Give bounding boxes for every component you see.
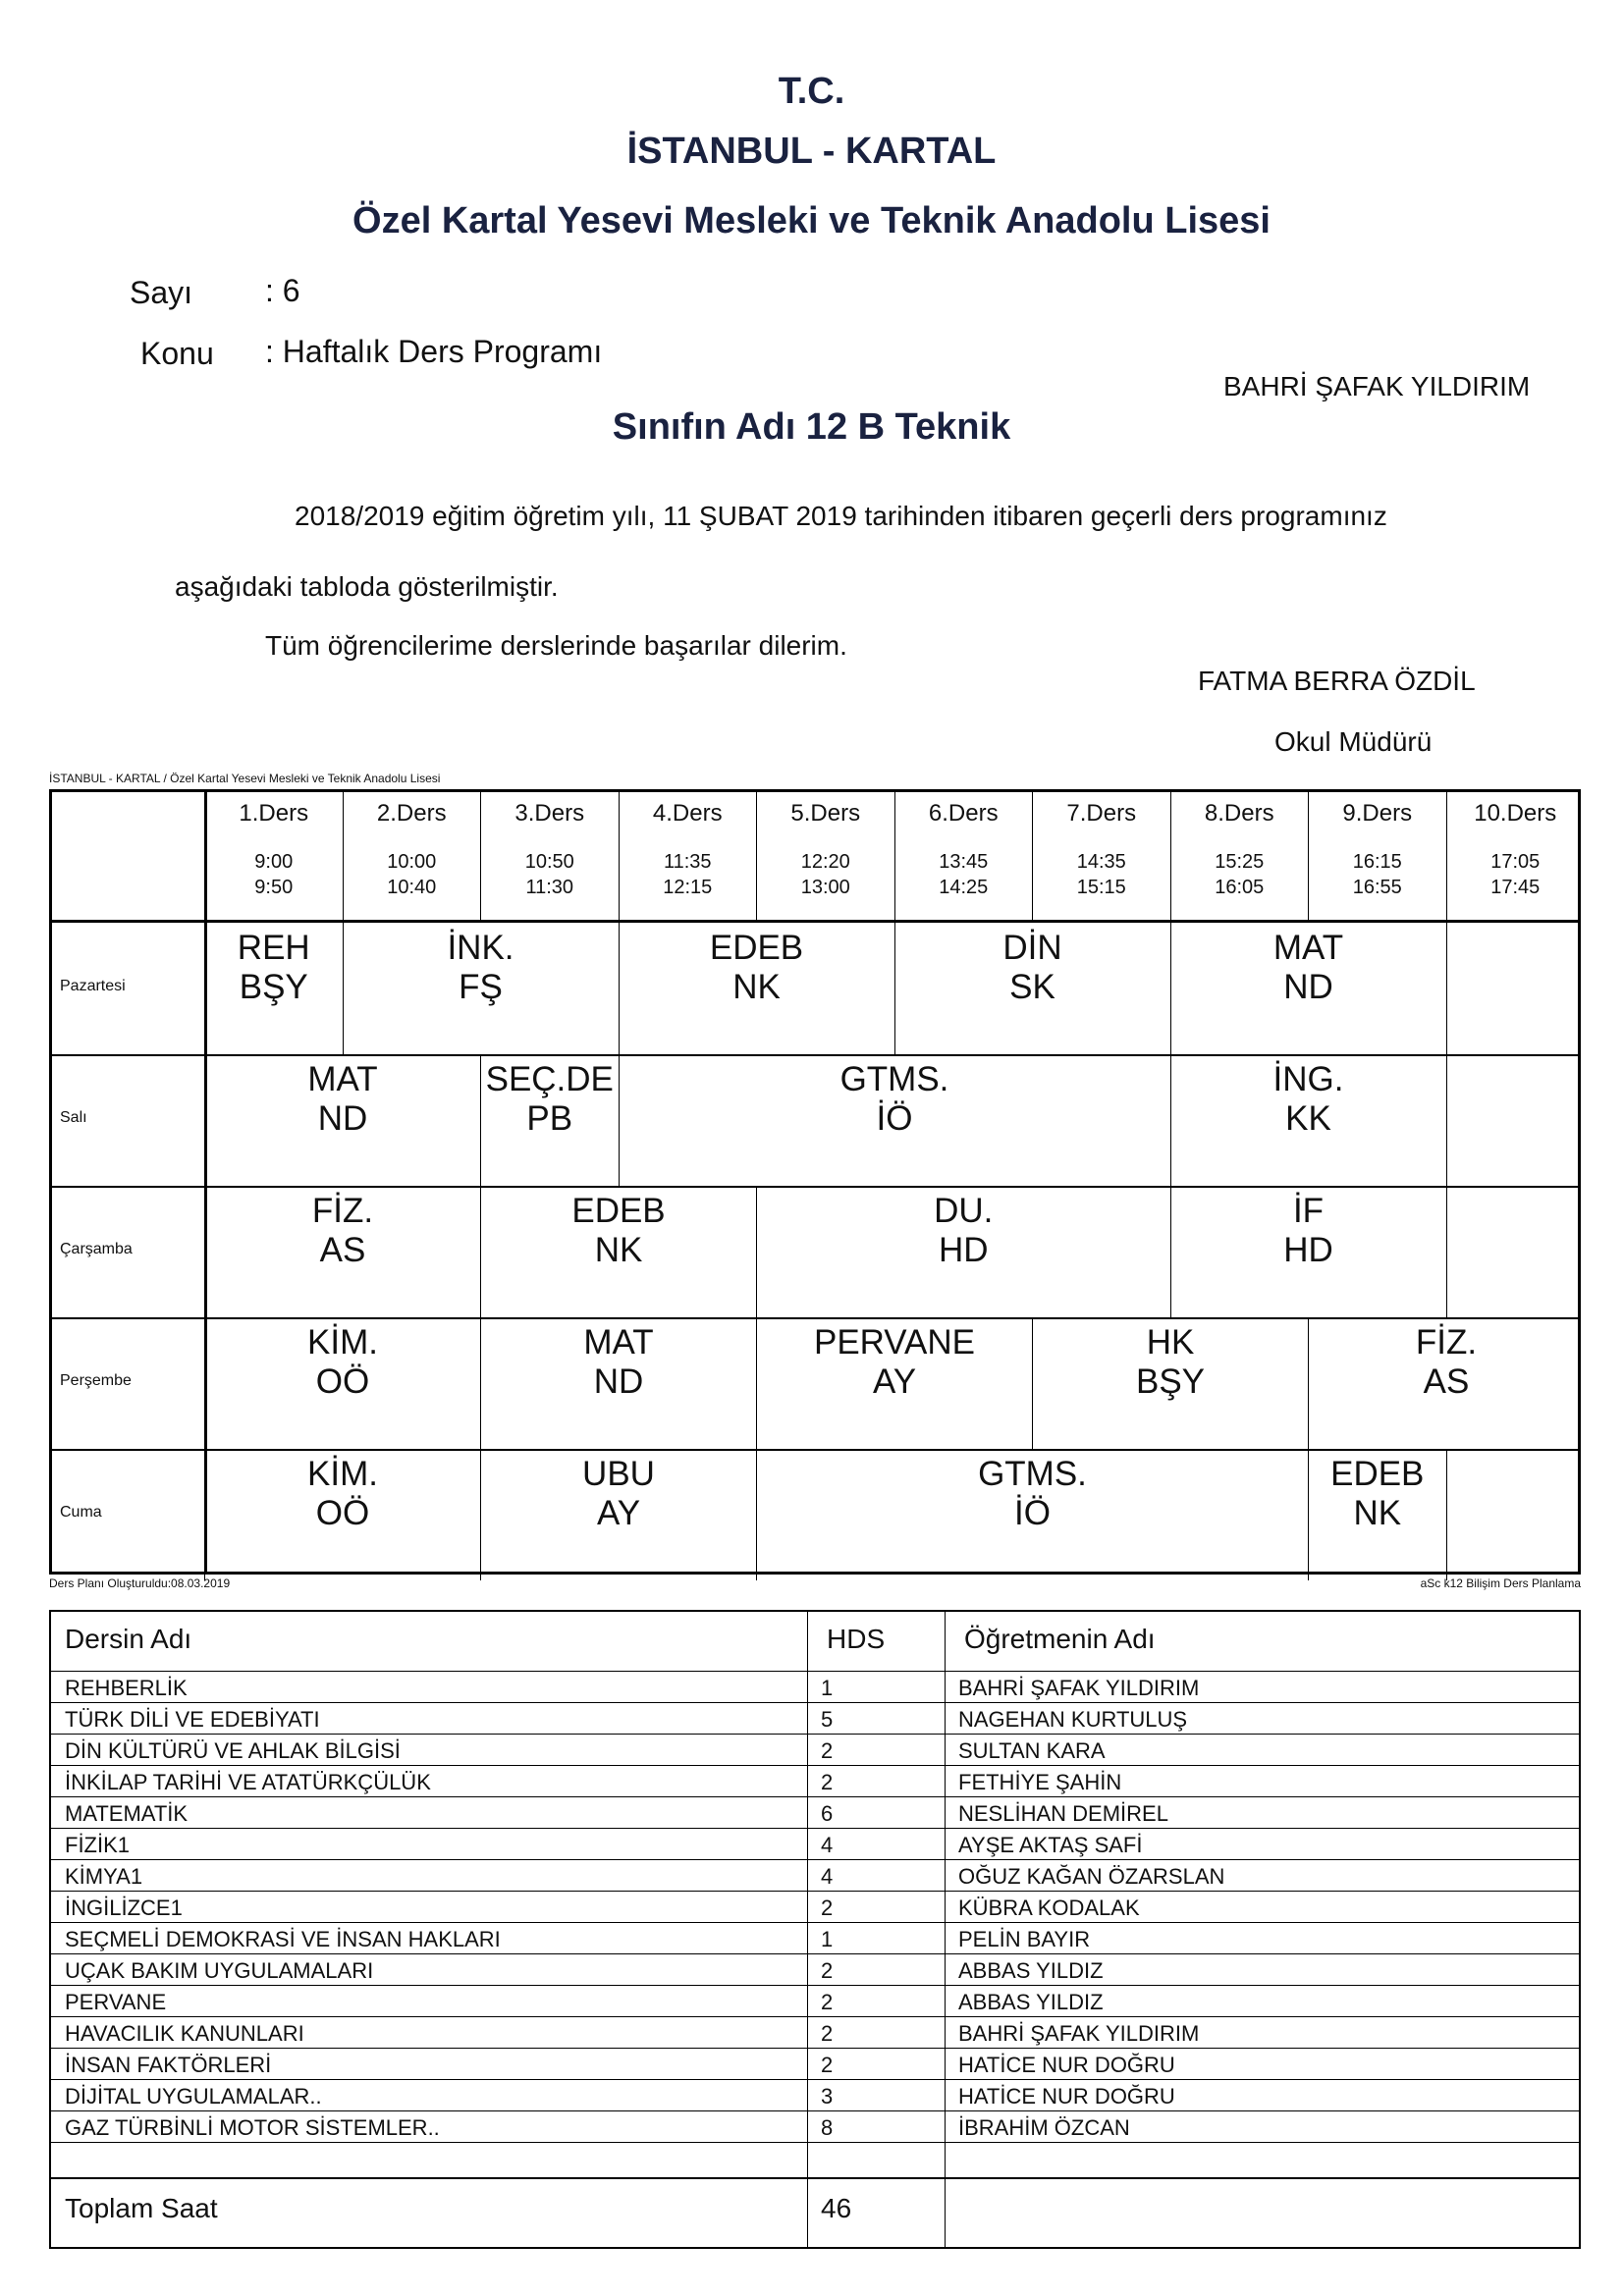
period-start: 10:00 (387, 851, 437, 873)
period-header (204, 792, 343, 920)
konu-label: Konu (140, 336, 214, 371)
lesson-cell (756, 1186, 1170, 1317)
lesson-cell (343, 923, 619, 1054)
period-time (895, 849, 1033, 900)
lesson-code: SEÇ.DE (485, 1060, 614, 1098)
course-row (51, 1671, 1579, 1702)
course-teacher: BAHRİ ŞAFAK YILDIRIM (958, 2021, 1200, 2046)
period-header (480, 792, 619, 920)
lesson-cell (204, 1054, 480, 1186)
lesson-teacher: FŞ (459, 968, 503, 1006)
course-name: TÜRK DİLİ VE EDEBİYATI (65, 1707, 320, 1732)
course-row (51, 1891, 1579, 1922)
lesson-teacher: İÖ (1014, 1494, 1051, 1532)
course-teacher-header: Öğretmenin Adı (964, 1624, 1156, 1654)
period-name: 10.Ders (1474, 800, 1557, 827)
period-start: 14:35 (1076, 851, 1126, 873)
day-label: Pazartesi (60, 978, 126, 994)
period-header (1446, 792, 1585, 920)
course-name: DİJİTAL UYGULAMALAR.. (65, 2084, 322, 2109)
period-name: 1.Ders (239, 800, 309, 827)
lesson-cell (894, 923, 1170, 1054)
course-hours: 2 (821, 1738, 834, 1763)
lesson-code: İNK. (447, 929, 514, 967)
course-name: FİZİK1 (65, 1833, 131, 1857)
course-row (51, 1702, 1579, 1734)
course-row (51, 1922, 1579, 1953)
period-header (756, 792, 894, 920)
course-hours: 2 (821, 1770, 834, 1794)
course-row (51, 1828, 1579, 1859)
course-teacher: KÜBRA KODALAK (958, 1896, 1140, 1920)
course-row (51, 2110, 1579, 2142)
lesson-code: DİN (1002, 929, 1062, 967)
course-row (51, 2016, 1579, 2048)
lesson-teacher: AY (596, 1494, 641, 1532)
course-teacher: ABBAS YILDIZ (958, 1958, 1104, 1983)
total-label: Toplam Saat (65, 2193, 218, 2223)
course-teacher: HATİCE NUR DOĞRU (958, 2053, 1175, 2077)
course-name: REHBERLİK (65, 1676, 188, 1700)
course-hours: 3 (821, 2084, 834, 2109)
empty-cell (1446, 1186, 1585, 1317)
course-name-header: Dersin Adı (65, 1624, 192, 1654)
lesson-teacher: OÖ (315, 1494, 370, 1532)
schedule-footer-left: Ders Planı Oluşturuldu:08.03.2019 (49, 1576, 231, 1590)
period-end: 9:50 (254, 877, 294, 898)
lesson-teacher: ND (593, 1362, 644, 1401)
course-row (51, 1953, 1579, 1985)
lesson-code: EDEB (709, 929, 804, 967)
period-time (620, 849, 757, 900)
course-teacher: BAHRİ ŞAFAK YILDIRIM (958, 1676, 1200, 1700)
course-hours: 5 (821, 1707, 834, 1732)
course-teacher: OĞUZ KAĞAN ÖZARSLAN (958, 1864, 1225, 1889)
lesson-teacher: AS (1423, 1362, 1470, 1401)
period-time (205, 849, 343, 900)
course-hours: 6 (821, 1801, 834, 1826)
course-name: DİN KÜLTÜRÜ VE AHLAK BİLGİSİ (65, 1738, 401, 1763)
lesson-code: UBU (582, 1455, 655, 1493)
period-name: 2.Ders (376, 800, 447, 827)
course-name: GAZ TÜRBİNLİ MOTOR SİSTEMLER.. (65, 2115, 440, 2140)
course-name: PERVANE (65, 1990, 167, 2014)
day-label: Cuma (60, 1504, 102, 1521)
period-header (1170, 792, 1309, 920)
course-name: HAVACILIK KANUNLARI (65, 2021, 304, 2046)
course-teacher: SULTAN KARA (958, 1738, 1106, 1763)
period-end: 15:15 (1076, 877, 1126, 898)
signer-title: Okul Müdürü (1274, 726, 1433, 757)
letter-paragraph-3: Tüm öğrencilerime derslerinde başarılar dilerim. (265, 630, 847, 661)
lesson-code: KİM. (307, 1323, 378, 1362)
lesson-cell (1170, 1054, 1446, 1186)
course-name: İNGİLİZCE1 (65, 1896, 183, 1920)
course-row (51, 2079, 1579, 2110)
course-teacher: NESLİHAN DEMİREL (958, 1801, 1168, 1826)
signer-name: FATMA BERRA ÖZDİL (1198, 666, 1476, 696)
lesson-cell (1308, 1317, 1584, 1449)
lesson-teacher: SK (1009, 968, 1055, 1006)
period-time (1033, 849, 1170, 900)
lesson-code: MAT (1272, 929, 1344, 967)
course-name: İNSAN FAKTÖRLERİ (65, 2053, 272, 2077)
course-hours: 2 (821, 2021, 834, 2046)
course-name: İNKİLAP TARİHİ VE ATATÜRKÇÜLÜK (65, 1770, 431, 1794)
period-start: 10:50 (524, 851, 574, 873)
period-header (1308, 792, 1446, 920)
course-teacher: NAGEHAN KURTULUŞ (958, 1707, 1188, 1732)
course-hours: 4 (821, 1864, 834, 1889)
lesson-cell (480, 1186, 756, 1317)
course-name: SEÇMELİ DEMOKRASİ VE İNSAN HAKLARI (65, 1927, 501, 1951)
lesson-code: FİZ. (311, 1192, 374, 1230)
lesson-teacher: ND (317, 1099, 368, 1138)
header-line-city: İSTANBUL - KARTAL (626, 131, 997, 172)
empty-cell (1446, 923, 1585, 1054)
period-time (344, 849, 481, 900)
header-line-tc: T.C. (778, 71, 845, 112)
course-row (51, 1796, 1579, 1828)
lesson-code: GTMS. (839, 1060, 949, 1098)
empty-cell (1446, 1449, 1585, 1580)
period-time (1447, 849, 1585, 900)
schedule-footer-right: aSc k12 Bilişim Ders Planlama (1420, 1576, 1581, 1590)
lesson-cell (619, 923, 894, 1054)
lesson-teacher: BŞY (239, 968, 308, 1006)
schedule-caption: İSTANBUL - KARTAL / Özel Kartal Yesevi Mesleki ve Teknik Anadolu Lisesi (49, 772, 441, 785)
lesson-cell (204, 1317, 480, 1449)
lesson-code: MAT (307, 1060, 378, 1098)
lesson-teacher: HD (938, 1231, 989, 1269)
course-teacher: FETHİYE ŞAHİN (958, 1770, 1122, 1794)
period-start: 11:35 (663, 851, 712, 873)
blank-row (51, 2142, 1579, 2173)
course-hours-header: HDS (827, 1624, 886, 1654)
lesson-code: PERVANE (813, 1323, 976, 1362)
lesson-teacher: NK (732, 968, 781, 1006)
period-header (343, 792, 481, 920)
period-start: 17:05 (1490, 851, 1541, 873)
lesson-cell (480, 1054, 619, 1186)
lesson-teacher: BŞY (1135, 1362, 1206, 1401)
period-end: 10:40 (387, 877, 437, 898)
lesson-code: EDEB (1330, 1455, 1425, 1493)
course-name: KİMYA1 (65, 1864, 143, 1889)
header-line-school: Özel Kartal Yesevi Mesleki ve Teknik Anadolu Lisesi (352, 200, 1271, 241)
period-name: 7.Ders (1066, 800, 1137, 827)
period-start: 9:00 (254, 851, 294, 873)
lesson-code: MAT (583, 1323, 654, 1362)
course-teacher: ABBAS YILDIZ (958, 1990, 1104, 2014)
lesson-cell (480, 1317, 756, 1449)
course-hours: 2 (821, 2053, 834, 2077)
course-teacher: İBRAHİM ÖZCAN (958, 2115, 1130, 2140)
course-teacher: PELİN BAYIR (958, 1927, 1091, 1951)
course-row (51, 1734, 1579, 1765)
period-end: 12:15 (663, 877, 713, 898)
sayi-label: Sayı (130, 275, 193, 310)
day-label: Salı (60, 1109, 87, 1126)
lesson-teacher: KK (1285, 1099, 1331, 1138)
lesson-code: HK (1146, 1323, 1195, 1362)
period-name: 5.Ders (790, 800, 861, 827)
course-row (51, 1985, 1579, 2016)
empty-cell (1446, 1054, 1585, 1186)
lesson-cell (1032, 1317, 1308, 1449)
lesson-cell (204, 1186, 480, 1317)
lesson-code: İF (1292, 1192, 1325, 1230)
lesson-teacher: AY (872, 1362, 917, 1401)
period-start: 12:20 (800, 851, 850, 873)
period-end: 16:55 (1352, 877, 1402, 898)
lesson-teacher: AS (319, 1231, 366, 1269)
course-hours: 1 (821, 1927, 834, 1951)
period-header (619, 792, 757, 920)
lesson-code: FİZ. (1415, 1323, 1478, 1362)
letter-paragraph-2: aşağıdaki tabloda gösterilmiştir. (175, 571, 559, 602)
course-teacher: HATİCE NUR DOĞRU (958, 2084, 1175, 2109)
lesson-teacher: HD (1283, 1231, 1333, 1269)
period-start: 15:25 (1215, 851, 1265, 873)
period-time (1171, 849, 1309, 900)
period-name: 3.Ders (514, 800, 585, 827)
period-name: 4.Ders (652, 800, 723, 827)
period-end: 11:30 (525, 877, 574, 898)
period-start: 13:45 (939, 851, 989, 873)
period-end: 17:45 (1490, 877, 1541, 898)
course-hours: 2 (821, 1990, 834, 2014)
lesson-teacher: NK (594, 1231, 643, 1269)
lesson-cell (756, 1449, 1308, 1580)
class-title: Sınıfın Adı 12 B Teknik (612, 406, 1011, 448)
period-name: 9.Ders (1342, 800, 1413, 827)
lesson-teacher: PB (526, 1099, 573, 1138)
course-row (51, 2048, 1579, 2079)
lesson-code: KİM. (307, 1455, 378, 1493)
period-end: 16:05 (1215, 877, 1265, 898)
lesson-teacher: NK (1353, 1494, 1402, 1532)
konu-value: : Haftalık Ders Programı (265, 334, 603, 369)
period-time (481, 849, 619, 900)
lesson-cell (1170, 1186, 1446, 1317)
lesson-teacher: OÖ (315, 1362, 370, 1401)
course-hours: 4 (821, 1833, 834, 1857)
period-end: 14:25 (939, 877, 989, 898)
lesson-cell (756, 1317, 1032, 1449)
lesson-code: GTMS. (978, 1455, 1087, 1493)
course-hours: 2 (821, 1958, 834, 1983)
period-name: 6.Ders (928, 800, 999, 827)
schedule-grid (49, 789, 1581, 1575)
lesson-teacher: İÖ (876, 1099, 913, 1138)
day-label: Perşembe (60, 1372, 132, 1389)
total-row (51, 2177, 1579, 2249)
letter-paragraph-1: 2018/2019 eğitim öğretim yılı, 11 ŞUBAT 2019 tarihinden itibaren geçerli ders programınız (295, 501, 1387, 531)
course-hours: 2 (821, 1896, 834, 1920)
period-header (894, 792, 1033, 920)
period-name: 8.Ders (1204, 800, 1274, 827)
lesson-teacher: ND (1283, 968, 1333, 1006)
course-row (51, 1765, 1579, 1796)
courses-table (49, 1610, 1581, 2249)
course-hours: 8 (821, 2115, 834, 2140)
course-row (51, 1859, 1579, 1891)
lesson-code: REH (237, 929, 310, 967)
period-header (1032, 792, 1170, 920)
lesson-cell (1170, 923, 1446, 1054)
period-time (1309, 849, 1446, 900)
lesson-code: EDEB (571, 1192, 666, 1230)
period-end: 13:00 (800, 877, 850, 898)
course-hours: 1 (821, 1676, 834, 1700)
lesson-code: DU. (934, 1192, 994, 1230)
course-teacher: AYŞE AKTAŞ SAFİ (958, 1833, 1143, 1857)
course-name: UÇAK BAKIM UYGULAMALARI (65, 1958, 374, 1983)
total-value: 46 (821, 2193, 852, 2223)
lesson-code: İNG. (1272, 1060, 1344, 1098)
lesson-cell (204, 923, 343, 1054)
advisor-name: BAHRİ ŞAFAK YILDIRIM (1223, 371, 1531, 401)
lesson-cell (619, 1054, 1170, 1186)
sayi-value: : 6 (265, 273, 300, 308)
lesson-cell (480, 1449, 756, 1580)
lesson-cell (204, 1449, 480, 1580)
lesson-cell (1308, 1449, 1446, 1580)
course-name: MATEMATİK (65, 1801, 189, 1826)
period-time (757, 849, 894, 900)
day-label: Çarşamba (60, 1241, 133, 1257)
period-start: 16:15 (1352, 851, 1402, 873)
